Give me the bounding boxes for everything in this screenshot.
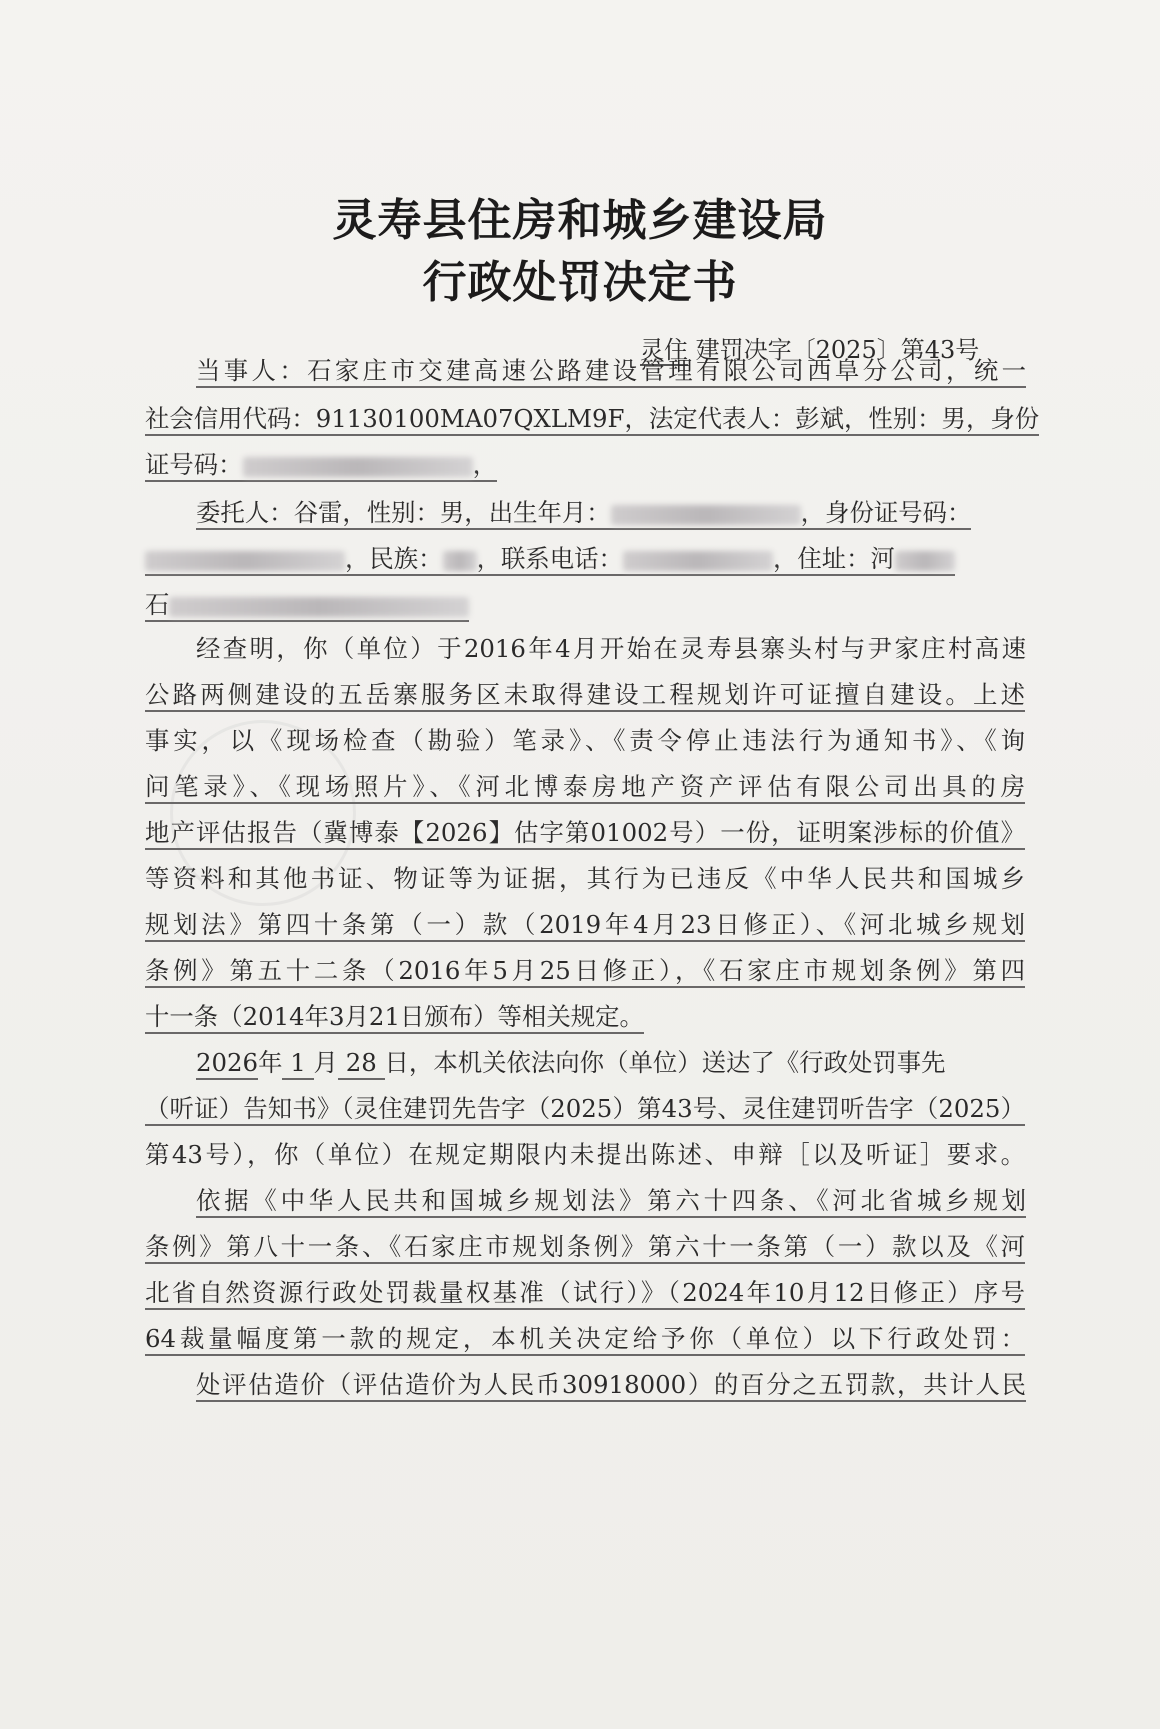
agent-line-1: 委托人：谷雷，性别：男，出生年月： ，身份证号码： [196, 498, 1026, 527]
redacted-ethnicity [443, 551, 477, 571]
party-line-2: 社会信用代码：91130100MA07QXLM9F，法定代表人：彭斌，性别：男，身份 [145, 404, 1025, 433]
basis-line-4: 64裁量幅度第一款的规定，本机关决定给予你（单位）以下行政处罚： [145, 1324, 1025, 1353]
party-line-1: 当事人：石家庄市交建高速公路建设管理有限公司西阜分公司，统一 [196, 356, 1026, 385]
agent-line-2: ，民族： ，联系电话： ，住址：河 [145, 544, 1025, 573]
notice-line-3: 第43号），你（单位）在规定期限内未提出陈述、申辩［以及听证］要求。 [145, 1140, 1025, 1169]
notice-line-2: （听证）告知书》（灵住建罚先告字（2025）第43号、灵住建罚听告字（2025） [145, 1094, 1025, 1123]
redacted-phone [623, 551, 773, 571]
party-line-3: 证号码： ， [145, 450, 1025, 479]
findings-line-5: 地产评估报告（冀博泰【2026】估字第01002号）一份，证明案涉标的价值》 [145, 818, 1025, 847]
agency-title: 灵寿县住房和城乡建设局 [332, 195, 828, 246]
agent-line-3: 石 [145, 590, 1025, 619]
findings-line-3: 事实，以《现场检查（勘验）笔录》、《责令停止违法行为通知书》、《询 [145, 726, 1025, 755]
findings-line-4: 问笔录》、《现场照片》、《河北博泰房地产资产评估有限公司出具的房 [145, 772, 1025, 801]
findings-line-7: 规划法》第四十条第（一）款（2019年4月23日修正）、《河北城乡规划 [145, 910, 1025, 939]
document-number-rest: 建罚决字〔2025〕第43号 [695, 336, 980, 364]
penalty-line-1: 处评估造价（评估造价为人民币30918000）的百分之五罚款，共计人民 [196, 1370, 1026, 1399]
findings-line-8: 条例》第五十二条（2016年5月25日修正），《石家庄市规划条例》第四 [145, 956, 1025, 985]
findings-line-1: 经查明，你（单位）于2016年4月开始在灵寿县寨头村与尹家庄村高速 [196, 634, 1026, 663]
redacted-address-1 [895, 551, 955, 571]
redacted-agent-id [145, 551, 345, 571]
basis-line-2: 条例》第八十一条、《石家庄市规划条例》第六十一条第（一）款以及《河 [145, 1232, 1025, 1261]
notice-line-1: 2026年 1 月 28 日，本机关依法向你（单位）送达了《行政处罚事先 [196, 1048, 1026, 1077]
findings-line-6: 等资料和其他书证、物证等为证据，其行为已违反《中华人民共和国城乡 [145, 864, 1025, 893]
findings-line-9: 十一条（2014年3月21日颁布）等相关规定。 [145, 1002, 1025, 1031]
findings-line-2: 公路两侧建设的五岳寨服务区未取得建设工程规划许可证擅自建设。上述 [145, 680, 1025, 709]
redacted-id-number [243, 457, 473, 477]
document-number-prefix: 灵住 [640, 336, 688, 364]
basis-line-1: 依据《中华人民共和国城乡规划法》第六十四条、《河北省城乡规划 [196, 1186, 1026, 1215]
redacted-birth-date [611, 505, 801, 525]
basis-line-3: 北省自然资源行政处罚裁量权基准（试行）》（2024年10月12日修正）序号 [145, 1278, 1025, 1307]
document-type-title: 行政处罚决定书 [422, 257, 738, 308]
redacted-address-2 [169, 597, 469, 617]
